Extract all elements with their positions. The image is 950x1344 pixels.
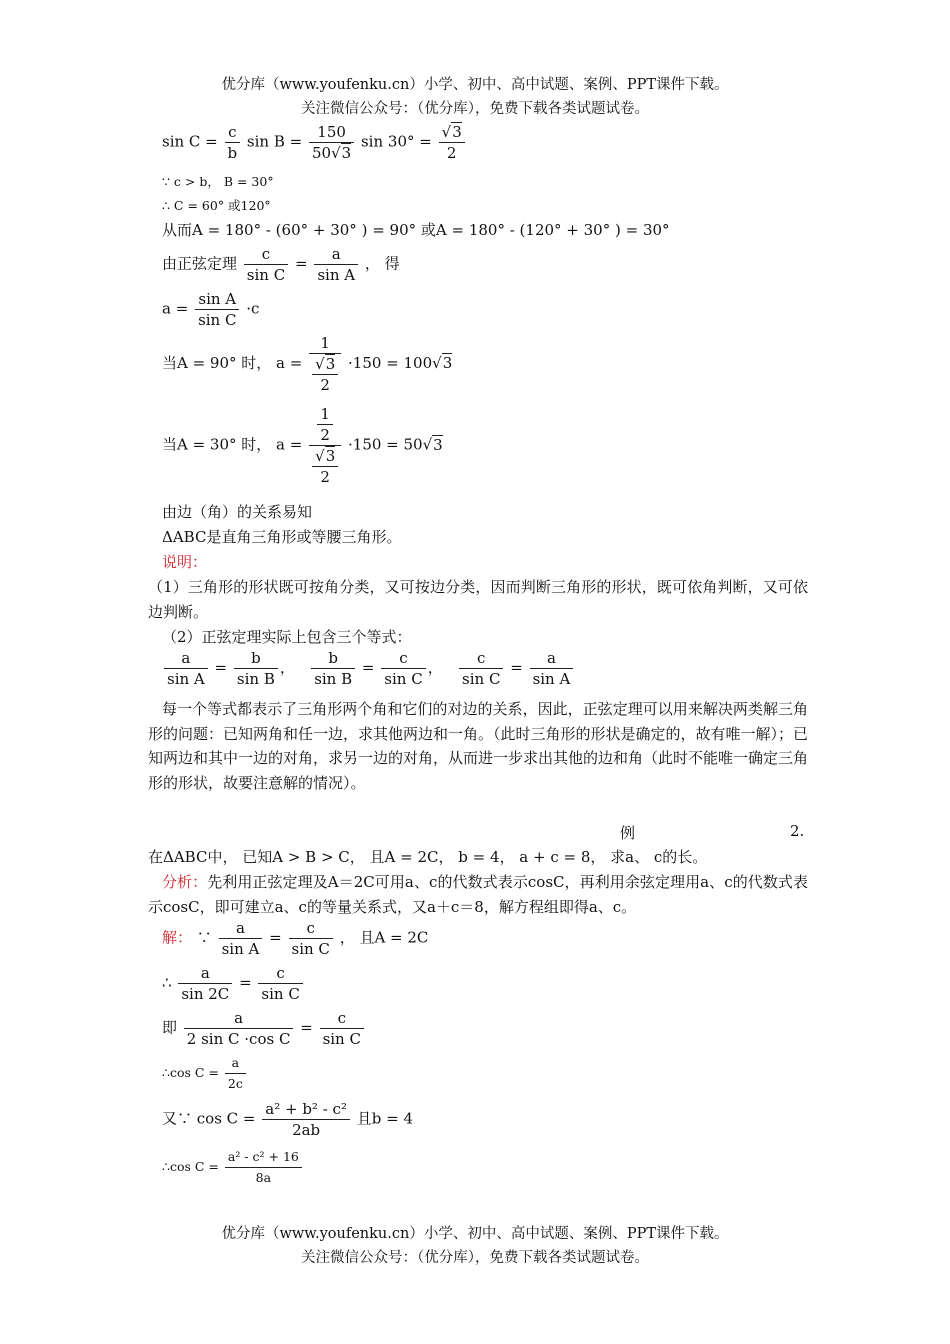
triangle-conclusion: ΔABC是直角三角形或等腰三角形。: [162, 528, 402, 546]
solution-line-2: ∴ $\frac{a}{\sin 2C}$ = $\frac{c}{\text{sin C}}$: [162, 963, 305, 1004]
because-line: ∵ c > b， B = 30°: [162, 174, 274, 189]
a-formula-line: a = $\frac{\text{sin A}}{\text{sin C}}$ ·c: [162, 290, 260, 329]
solution-line-6: ∴cos C = $\frac{\text{a² - c² + 16}}{8a}$: [162, 1147, 304, 1188]
note-1: （1）三角形的形状既可按角分类，又可按边分类，因而判断三角形的形状，既可依角判断，又可依边判断。: [148, 578, 808, 621]
from-a-line: 从而A = 180° - (60° + 30° ) = 90° 或A = 180° - (120° + 30° ) = 30°: [162, 221, 670, 239]
header-line-2: 关注微信公众号：（优分库），免费下载各类试题试卷。: [301, 101, 649, 117]
solution-line-4: ∴cos C = $\frac{a}{2c}$: [162, 1053, 248, 1094]
note-2: （2）正弦定理实际上包含三个等式：: [162, 628, 412, 646]
footer-line-1: 优分库（www.youfenku.cn）小学、初中、高中试题、案例、PPT课件下载。: [221, 1226, 729, 1242]
when-a-30-line: 当A = 30° 时， a = $\frac{\frac{1}{2}}{\frac{√3}{2}}$ ·150 = 50√3: [162, 405, 443, 486]
when-a-90-line: 当A = 90° 时， a = $\frac{1}{\frac{√3}{2}}$ ·150 = 100√3: [162, 334, 453, 394]
note-label: 说明：: [162, 553, 208, 571]
equation-sin-c: sin C = $\frac{c}{b}$ sin B = $\frac{150}{50√3}$ sin 30° = $\frac{√3}{2}$: [162, 122, 467, 163]
example-label: 例: [620, 824, 636, 842]
example-text: 在ΔABC中， 已知A > B > C， 且A = 2C， b = 4， a + c = 8， 求a、 c的长。: [148, 848, 708, 866]
footer-line-2: 关注微信公众号：（优分库），免费下载各类试题试卷。: [301, 1250, 649, 1266]
header-line-1: 优分库（www.youfenku.cn）小学、初中、高中试题、案例、PPT课件下载。: [221, 77, 729, 93]
example-number: 2.: [790, 822, 805, 840]
solution-line-5: 又∵ cos C = $\frac{\text{a² + b² - c²}}{2ab}$ 且b = 4: [162, 1100, 414, 1139]
therefore-c-line: ∴ C = 60° 或120°: [162, 198, 271, 213]
main-paragraph: 每一个等式都表示了三角形两个角和它们的对边的关系，因此，正弦定理可以用来解决两类解三角形的问题：已知两角和任一边，求其他两边和一角。（此时三角形的形状是确定的，故有唯一解）；已知两边和其中一边的对角，求另一边的对角，从而进一步求出其他的边和角（此时不能唯一确定三角形的形状，故要注意解的情况）。: [148, 700, 809, 792]
side-angle-line: 由边（角）的关系易知: [162, 503, 313, 521]
law-of-sines-line: 由正弦定理 $\frac{c}{\text{sin C}}$ = $\frac{a}{\text{sin A}}$ ， 得: [162, 245, 400, 284]
analysis-paragraph: 分析：先利用正弦定理及A＝2C可用a、c的代数式表示cosC，再利用余弦定理用a、c的代数式表示cosC，即可建立a、c的等量关系式，又a＋c＝8，解方程组即得a、c。: [148, 873, 808, 916]
three-equalities: $\frac{a}{\text{sin A}}$ = $\frac{b}{\text{sin B}}$ ， $\frac{b}{\text{sin B}}$ = $\frac{c}{\text{sin C}}$ ， $\frac{c}{\text{sin C}}$ = $\frac{a}{\text{sin A}}$: [162, 648, 575, 689]
solution-line-1: 解： ∵ $\frac{a}{\text{sin A}}$ = $\frac{c}{\text{sin C}}$ ， 且A = 2C: [162, 919, 429, 958]
solution-line-3: 即 $\frac{a}{\text{2 sin C ·cos C}}$ = $\frac{c}{\text{sin C}}$: [162, 1008, 366, 1049]
